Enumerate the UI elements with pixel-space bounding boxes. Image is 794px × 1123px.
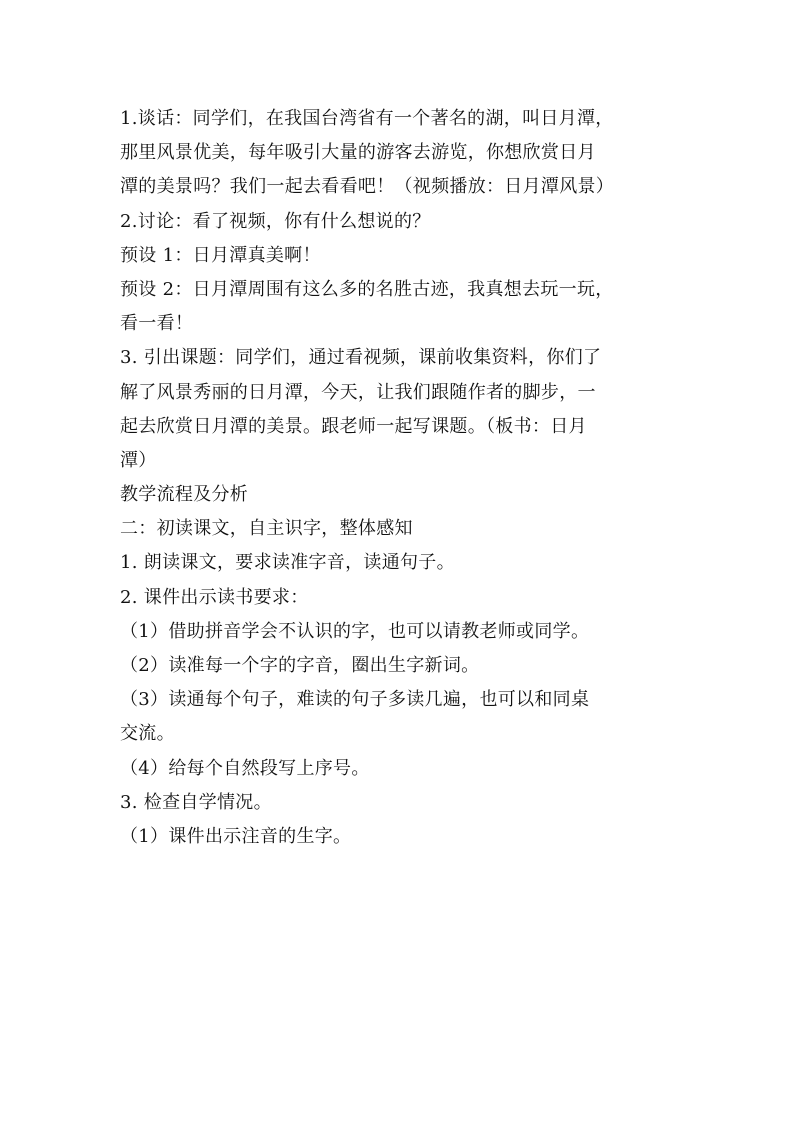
section-heading-reading: 二：初读课文，自主识字，整体感知 <box>120 518 413 540</box>
step-2-line: 2. 课件出示读书要求： <box>120 586 309 608</box>
requirement-3-line-1: （3）读通每个句子，难读的句子多读几遍，也可以和同桌 <box>120 689 590 711</box>
check-1-line: （1）课件出示注音的生字。 <box>120 825 352 847</box>
discussion-line: 2.讨论：看了视频，你有什么想说的？ <box>120 210 431 232</box>
preset-2-line-2: 看一看！ <box>120 313 194 335</box>
intro-talk-line-2: 那里风景优美，每年吸引大量的游客去游览，你想欣赏日月 <box>120 142 596 164</box>
topic-intro-line-3: 起去欣赏日月潭的美景。跟老师一起写课题。（板书：日月 <box>120 415 587 437</box>
section-heading-flow: 教学流程及分析 <box>120 484 249 506</box>
topic-intro-line-4: 潭） <box>120 449 157 471</box>
requirement-3-line-2: 交流。 <box>120 723 175 745</box>
document-body <box>120 102 710 854</box>
intro-talk-line-3: 潭的美景吗？我们一起去看看吧！（视频播放：日月潭风景） <box>120 176 615 198</box>
preset-2-line-1: 预设 2：日月潭周围有这么多的名胜古迹，我真想去玩一玩， <box>120 278 614 300</box>
topic-intro-line-1: 3. 引出课题：同学们，通过看视频，课前收集资料，你们了 <box>120 347 602 369</box>
intro-talk-line-1: 1.谈话：同学们，在我国台湾省有一个著名的湖，叫日月潭， <box>120 108 614 129</box>
requirement-1-line: （1）借助拼音学会不认识的字，也可以请教老师或同学。 <box>120 620 590 642</box>
step-1-line: 1. 朗读课文，要求读准字音，读通句子。 <box>120 552 455 574</box>
step-3-line: 3. 检查自学情况。 <box>120 791 272 813</box>
requirement-4-line: （4）给每个自然段写上序号。 <box>120 757 370 779</box>
preset-1-line: 预设 1：日月潭真美啊！ <box>120 244 321 266</box>
topic-intro-line-2: 解了风景秀丽的日月潭，今天，让我们跟随作者的脚步，一 <box>120 381 596 403</box>
requirement-2-line: （2）读准每一个字的字音，圈出生字新词。 <box>120 655 480 676</box>
